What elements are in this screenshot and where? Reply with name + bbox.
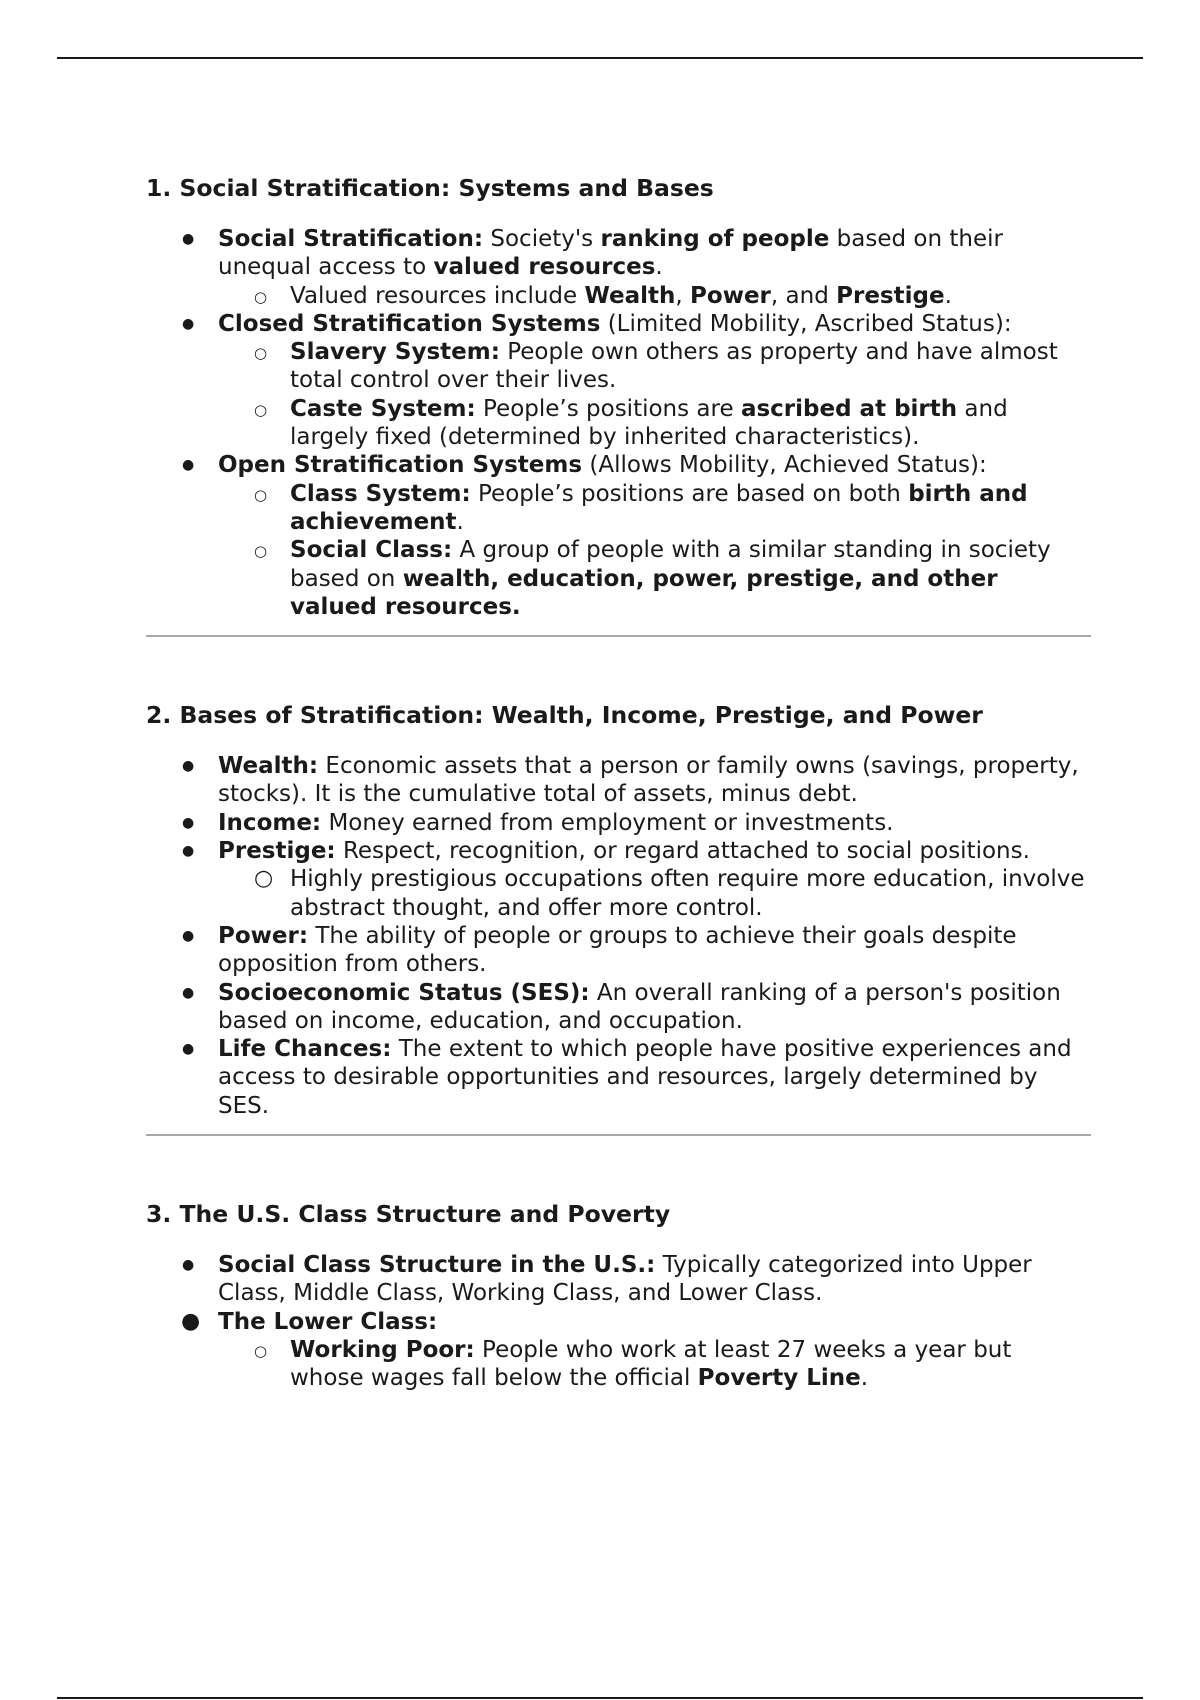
sub-list (218, 282, 1091, 310)
section-bases-of-stratification (146, 697, 1091, 1136)
sub-list-item: ○ Social Class: A group of people with a similar standing in society based on wealth, education, power, prestige, and other valued resources. (218, 536, 1091, 621)
sub-list (218, 480, 1091, 621)
list-item: ● Socioeconomic Status (SES): An overall ranking of a person's position based on income, education, and occupation. (146, 979, 1091, 1036)
list-item: ● Wealth: Economic assets that a person or family owns (savings, property, stocks). It is the cumulative total of assets, minus debt. (146, 752, 1091, 809)
sub-list (218, 865, 1091, 922)
sub-list-item: ○ Class System: People’s positions are based on both birth and achievement. (218, 480, 1091, 537)
section-3-list (146, 1251, 1091, 1392)
section-us-class-structure (146, 1196, 1091, 1392)
list-item: ● Social Class Structure in the U.S.: Typically categorized into Upper Class, Middle Class, Working Class, and Lower Class. (146, 1251, 1091, 1308)
list-item: ● Income: Money earned from employment or investments. (146, 809, 1091, 837)
section-social-stratification (146, 170, 1091, 637)
page-bottom-rule (57, 1697, 1143, 1699)
page-top-rule (57, 57, 1143, 59)
list-item: ● The Lower Class: ○ Working Poor: People who work at least 27 weeks a year but whose wages fall below the official Poverty Line. (146, 1308, 1091, 1393)
list-item: ● Power: The ability of people or groups to achieve their goals despite opposition from others. (146, 922, 1091, 979)
sub-list-item: ○ Valued resources include Wealth, Power, and Prestige. (218, 282, 1091, 310)
section-2-heading: 2. Bases of Stratification: Wealth, Income, Prestige, and Power (146, 701, 983, 730)
section-divider (146, 1134, 1091, 1136)
list-item: ● Life Chances: The extent to which people have positive experiences and access to desirable opportunities and resources, largely determined by SES. (146, 1035, 1091, 1120)
sub-list (218, 338, 1091, 451)
list-item: ● Social Stratification: Society's ranking of people based on their unequal access to valued resources. ○ Valued resources include Wealth, Power, and Prestige. (146, 225, 1091, 310)
section-1-list (146, 225, 1091, 621)
section-3-heading: 3. The U.S. Class Structure and Poverty (146, 1200, 671, 1229)
list-item: ● Closed Stratification Systems (Limited Mobility, Ascribed Status): ○ Slavery System: People own others as property and have almost total control over their lives. ○ Caste System: People’s positions are ascribed at birth and largely fixed (determined by inherited characteristics). (146, 310, 1091, 451)
sub-list-item: ○ Highly prestigious occupations often require more education, involve abstract thought, and offer more control. (218, 865, 1091, 922)
sub-list-item: ○ Working Poor: People who work at least 27 weeks a year but whose wages fall below the official Poverty Line. (218, 1336, 1091, 1393)
list-item: ● Prestige: Respect, recognition, or regard attached to social positions. ○ Highly prestigious occupations often require more education, involve abstract thought, and offer more control. (146, 837, 1091, 922)
list-item: ● Open Stratification Systems (Allows Mobility, Achieved Status): ○ Class System: People’s positions are based on both birth and achievement. ○ Social Class: A group of people with a similar standing in society based on wealth, education, power, prestige, and other valued resources. (146, 451, 1091, 621)
document-body (146, 170, 1091, 1393)
sub-list (218, 1336, 1091, 1393)
sub-list-item: ○ Slavery System: People own others as property and have almost total control over their lives. (218, 338, 1091, 395)
sub-list-item: ○ Caste System: People’s positions are ascribed at birth and largely fixed (determined by inherited characteristics). (218, 395, 1091, 452)
section-divider (146, 635, 1091, 637)
section-2-list (146, 752, 1091, 1120)
section-1-heading: 1. Social Stratification: Systems and Bases (146, 174, 714, 202)
